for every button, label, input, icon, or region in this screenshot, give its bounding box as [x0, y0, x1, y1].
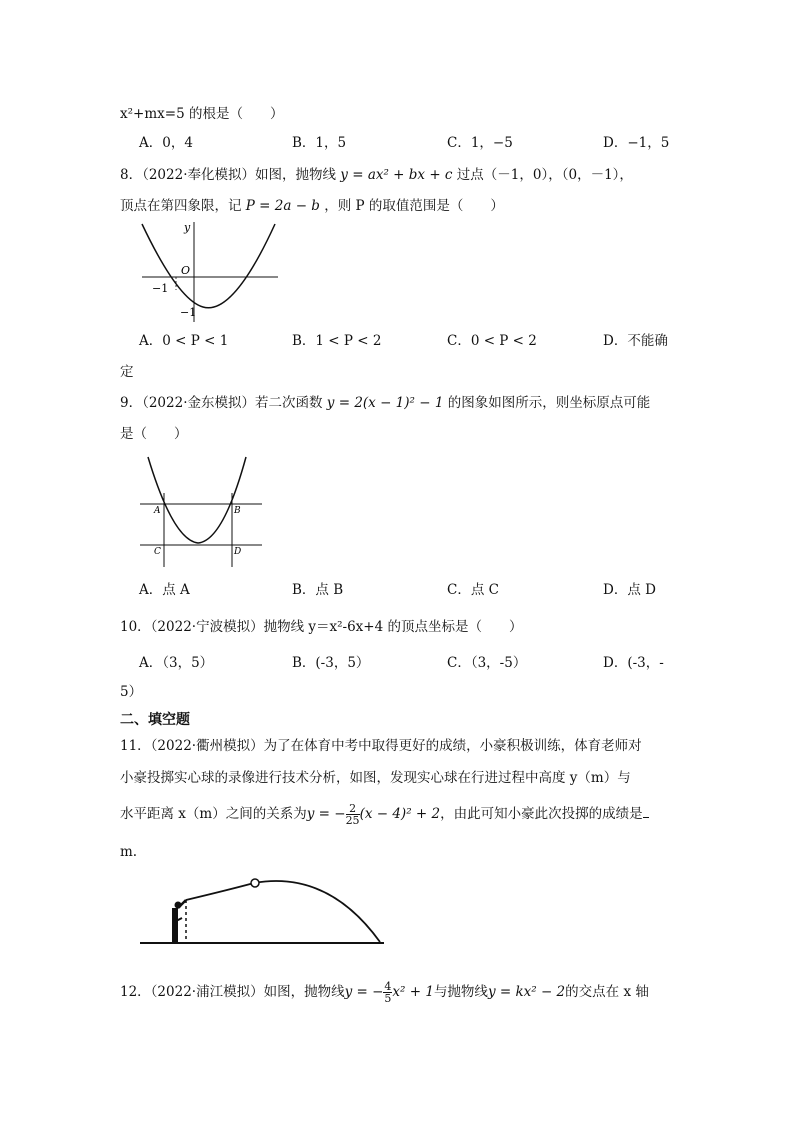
q9-parabola-curve: [148, 457, 246, 543]
q11-formula-a: y = −: [306, 806, 346, 822]
q9-stem-line1: [120, 393, 650, 413]
q10-option-d-wrap: 5）: [120, 684, 143, 700]
q9-option-d[interactable]: D．点 D: [603, 582, 656, 598]
q7-option-b[interactable]: B．1，5: [292, 135, 347, 151]
q8-option-d-wrap: 定: [120, 364, 134, 380]
q12-formula-a: y = −: [344, 984, 384, 1000]
q8-suffix2: ，则 P 的取值范围是（ ）: [324, 198, 504, 214]
q8-label-x-minus1: −1: [152, 282, 169, 295]
q9-formula: y = 2(x − 1)² − 1: [326, 395, 444, 411]
q8-parabola-figure: [138, 220, 283, 325]
q8-parabola-curve: [142, 224, 275, 308]
q9-prefix: 9．（2022·金东模拟）若二次函数: [120, 395, 323, 411]
q8-suffix: 过点（－1，0），（0，－1），: [456, 167, 633, 183]
q8-label-y-minus1: −1: [180, 306, 197, 319]
q9-label-c: C: [154, 547, 161, 557]
q8-option-b[interactable]: B．1 < P < 2: [292, 333, 382, 349]
q7-option-a[interactable]: A．0，4: [139, 135, 193, 151]
q9-parabola-figure: [138, 455, 266, 570]
q11-prefix: 水平距离 x（m）之间的关系为: [120, 806, 307, 822]
q12-prefix: 12．（2022·浦江模拟）如图，抛物线: [120, 984, 345, 1000]
q11-thrower-icon: [172, 900, 186, 943]
q12-frac-num: 4: [384, 980, 392, 993]
q9-label-a: A: [154, 506, 161, 516]
q11-frac-num: 2: [346, 803, 360, 815]
q8-prefix: 8．（2022·奉化模拟）如图，抛物线: [120, 167, 336, 183]
q11-answer-blank[interactable]: [643, 817, 649, 818]
q8-stem-line2: [120, 196, 504, 216]
q10-stem: 10．（2022·宁波模拟）抛物线 y＝x²-6x+4 的顶点坐标是（ ）: [120, 619, 523, 635]
q11-frac-den: 25: [345, 814, 360, 827]
q12-suffix: 的交点在 x 轴: [565, 984, 649, 1000]
q12-frac-den: 5: [384, 992, 392, 1005]
q8-option-d[interactable]: D．不能确: [603, 333, 668, 349]
q8-label-o: O: [181, 264, 191, 277]
q12-formula-c: y = kx² − 2: [487, 984, 566, 1000]
q9-stem-line2: 是（ ）: [120, 426, 188, 442]
q11-formula-b: (x − 4)² + 2: [359, 806, 441, 822]
q8-prefix2: 顶点在第四象限，记: [120, 198, 242, 214]
q9-option-b[interactable]: B．点 B: [292, 582, 344, 598]
q9-option-c[interactable]: C．点 C: [447, 582, 499, 598]
q10-option-b[interactable]: B．(-3，5）: [292, 655, 370, 671]
q11-stem-line2: 小豪投掷实心球的录像进行技术分析，如图，发现实心球在行进过程中高度 y（m）与: [120, 770, 631, 786]
q11-ball-icon: [251, 879, 259, 887]
q7-option-c[interactable]: C．1，−5: [447, 135, 513, 151]
q11-fraction: [346, 803, 360, 826]
q12-formula-b: x² + 1: [392, 984, 434, 1000]
q12-mid: 与抛物线: [433, 984, 488, 1000]
q11-trajectory-curve: [186, 881, 380, 942]
q12-stem-line1: [120, 978, 649, 1006]
q9-option-a[interactable]: A．点 A: [139, 582, 190, 598]
q9-suffix: 的图象如图所示，则坐标原点可能: [447, 395, 651, 411]
q10-option-a[interactable]: A．（3，5）: [139, 655, 214, 671]
q7-option-d[interactable]: D．−1，5: [603, 135, 670, 151]
q8-formula-p: P = 2a − b: [245, 198, 320, 214]
q8-option-a[interactable]: A．0 < P < 1: [139, 333, 229, 349]
q8-formula: y = ax² + bx + c: [340, 167, 453, 183]
q10-option-c[interactable]: C．（3，-5）: [447, 655, 527, 671]
q11-unit: m.: [120, 844, 138, 860]
q11-stem-line1: 11．（2022·衢州模拟）为了在体育中考中取得更好的成绩，小豪积极训练，体育老师对: [120, 738, 642, 754]
q9-label-b: B: [234, 506, 241, 516]
q9-label-d: D: [234, 547, 242, 557]
q8-label-y: y: [184, 221, 191, 234]
q7-stem: x²+mx=5 的根是（ ）: [120, 106, 284, 122]
section-fill-in-title: 二、填空题: [120, 712, 190, 728]
q11-stem-line3: [120, 800, 649, 828]
q8-option-c[interactable]: C．0 < P < 2: [447, 333, 537, 349]
q8-stem-line1: [120, 165, 633, 185]
q10-option-d[interactable]: D．(-3，-: [603, 655, 664, 671]
q11-throw-figure: [138, 872, 388, 948]
q11-suffix: ，由此可知小豪此次投掷的成绩是: [440, 806, 643, 822]
